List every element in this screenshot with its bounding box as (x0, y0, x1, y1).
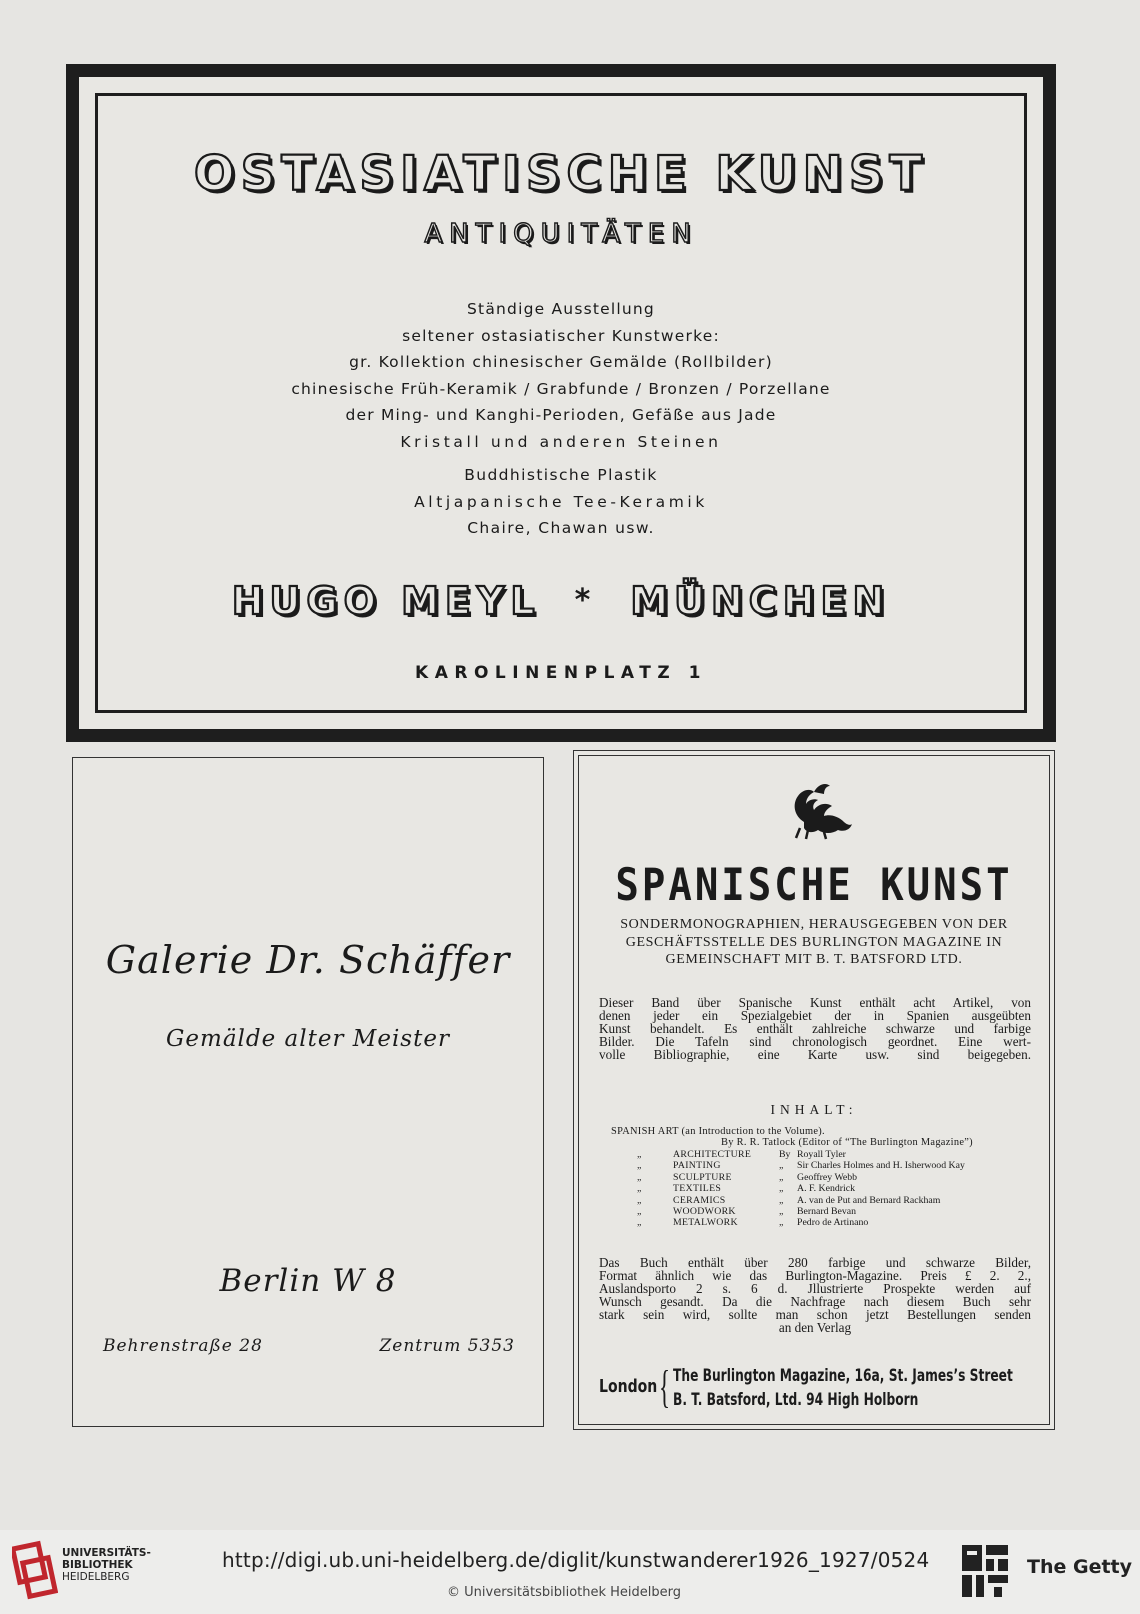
ad-galerie-schaeffer (72, 757, 544, 1427)
details-line: stark sein wird, sollte man schon jetzt Bestellungen senden (599, 1307, 1031, 1322)
ad-firm: HUGO MEYL (231, 579, 541, 623)
address-batsford: B. T. Batsford, Ltd. 94 High Holborn (673, 1390, 919, 1410)
table-row (637, 1183, 965, 1194)
details-line: Auslandsporto 2 s. 6 d. Jllustrierte Prospekte werden auf (599, 1281, 1031, 1296)
ub-heidelberg-logo-icon (12, 1540, 58, 1600)
ditto-mark: „ (637, 1194, 642, 1206)
ad-inner-frame (95, 93, 1027, 713)
permalink-url[interactable]: http://digi.ub.uni-heidelberg.de/diglit/kunstwanderer1926_1927/0524 (222, 1548, 930, 1572)
ad-address: KAROLINENPLATZ 1 (415, 663, 707, 683)
table-row (637, 1149, 965, 1160)
by-mark: „ (779, 1183, 784, 1195)
ad-line: seltener ostasiatischer Kunstwerke: (402, 326, 720, 345)
description-line: Bilder. Die Tafeln sind chronologisch geordnet. Eine wert- (599, 1034, 1031, 1049)
ad-inner-frame (578, 755, 1050, 1425)
star-separator: * (574, 583, 597, 618)
book-details (599, 1256, 1031, 1334)
ad-line: Buddhistische Plastik (464, 466, 658, 484)
by-mark: By (779, 1149, 791, 1160)
by-mark: „ (779, 1206, 784, 1218)
by-mark: „ (779, 1171, 784, 1183)
ad-city: MÜNCHEN (630, 579, 891, 623)
address-burlington: The Burlington Magazine, 16a, St. James’s Street (673, 1366, 1013, 1386)
author-name: Geoffrey Webb (797, 1171, 858, 1183)
author-name: A. van de Put and Bernard Rackham (797, 1194, 941, 1206)
brace-icon: { (659, 1361, 671, 1412)
description-line: Dieser Band über Spanische Kunst enthält acht Artikel, von (599, 995, 1031, 1010)
ad-spanische-kunst (573, 750, 1055, 1430)
ad-line: Chaire, Chawan usw. (467, 519, 655, 537)
publisher-addresses (599, 1361, 1039, 1412)
ad-line: chinesische Früh-Keramik / Grabfunde / Bronzen / Porzellane (291, 379, 831, 398)
gallery-city: Berlin W 8 (219, 1263, 397, 1299)
by-mark: „ (779, 1217, 784, 1229)
description-line: Kunst behandelt. Es enthält zahlreiche schwarze und farbige (599, 1021, 1031, 1036)
gallery-subtitle: Gemälde alter Meister (166, 1026, 450, 1052)
table-row (637, 1172, 965, 1183)
by-mark: „ (779, 1194, 784, 1206)
ditto-mark: „ (637, 1217, 642, 1229)
section-name: SCULPTURE (673, 1171, 732, 1183)
contents-lead (611, 1126, 973, 1148)
author-name: Royall Tyler (797, 1149, 846, 1160)
by-mark: „ (779, 1160, 784, 1172)
description-line: volle Bibliographie, eine Karte usw. sind beigegeben. (599, 1047, 1031, 1062)
ditto-mark: „ (637, 1149, 642, 1160)
section-name: TEXTILES (673, 1183, 722, 1195)
table-row (637, 1195, 965, 1206)
contents-heading: INHALT: (770, 1102, 858, 1117)
lead-line: SPANISH ART (an Introduction to the Volume). (611, 1126, 825, 1137)
book-description (599, 996, 1031, 1061)
gallery-name: Galerie Dr. Schäffer (105, 938, 511, 982)
section-name: METALWORK (673, 1217, 738, 1229)
table-row (637, 1217, 965, 1228)
ub-line: HEIDELBERG (62, 1571, 130, 1583)
author-name: Pedro de Artinano (797, 1217, 869, 1229)
subtitle-line: SONDERMONOGRAPHIEN, HERAUSGEGEBEN VON DER (620, 917, 1008, 932)
details-line: Das Buch enthält über 280 farbige und schwarze Bilder, (599, 1255, 1031, 1270)
section-name: WOODWORK (673, 1206, 736, 1218)
getty-name: The Getty (1027, 1556, 1133, 1578)
description-line: denen jeder ein Spezialgebiet der in Spanien ausgeübten (599, 1008, 1031, 1023)
author-name: A. F. Kendrick (797, 1183, 855, 1195)
viewer-footer (0, 1530, 1140, 1614)
ad-firm-line (98, 579, 1024, 623)
subtitle-line: GEMEINSCHAFT MIT B. T. BATSFORD LTD. (665, 952, 963, 967)
ad-line: Ständige Ausstellung (467, 300, 655, 318)
details-line: Wunsch gesandt. Da die Nachfrage nach diesem Buch sehr (599, 1294, 1031, 1309)
gallery-street: Behrenstraße 28 (103, 1336, 263, 1356)
book-subtitle (597, 916, 1031, 969)
ad-line: der Ming- und Kanghi-Perioden, Gefäße aus Jade (345, 406, 777, 424)
book-title: SPANISCHE KUNST (615, 859, 1013, 912)
section-name: PAINTING (673, 1160, 721, 1172)
contents-table (637, 1149, 965, 1229)
section-name: CERAMICS (673, 1194, 726, 1206)
author-name: Sir Charles Holmes and H. Isherwood Kay (797, 1160, 965, 1172)
getty-logo-icon (960, 1543, 1010, 1601)
table-row (637, 1206, 965, 1217)
ub-line: UNIVERSITÄTS- (62, 1547, 151, 1559)
london-label: London (599, 1376, 658, 1397)
ditto-mark: „ (637, 1171, 642, 1183)
ad-description (98, 296, 1024, 455)
details-line: Format ähnlich wie das Burlington-Magazine. Preis £ 2. 2., (599, 1268, 1031, 1283)
ub-line: BIBLIOTHEK (62, 1559, 133, 1571)
ditto-mark: „ (637, 1206, 642, 1218)
details-line: an den Verlag (778, 1320, 852, 1335)
lead-line: By R. R. Tatlock (Editor of “The Burlington Magazine”) (721, 1137, 973, 1148)
subtitle-line: GESCHÄFTSSTELLE DES BURLINGTON MAGAZINE IN (625, 934, 1003, 950)
section-name: ARCHITECTURE (673, 1149, 752, 1160)
ad-subtitle: ANTIQUITÄTEN (424, 219, 698, 249)
griffin-icon (784, 778, 854, 840)
ad-line: Kristall und anderen Steinen (400, 432, 722, 451)
ditto-mark: „ (637, 1160, 642, 1172)
table-row (637, 1160, 965, 1171)
ad-title: OSTASIATISCHE KUNST (193, 146, 929, 202)
copyright-notice: © Universitätsbibliothek Heidelberg (447, 1585, 682, 1600)
ditto-mark: „ (637, 1183, 642, 1195)
ad-description-2 (98, 462, 1024, 542)
ub-heidelberg-name (62, 1547, 151, 1583)
gallery-phone: Zentrum 5353 (379, 1336, 515, 1356)
ad-line: Altjapanische Tee-Keramik (414, 492, 708, 511)
ad-line: gr. Kollektion chinesischer Gemälde (Rollbilder) (349, 353, 773, 371)
ad-ostasiatische-kunst (66, 64, 1056, 742)
author-name: Bernard Bevan (797, 1206, 857, 1218)
